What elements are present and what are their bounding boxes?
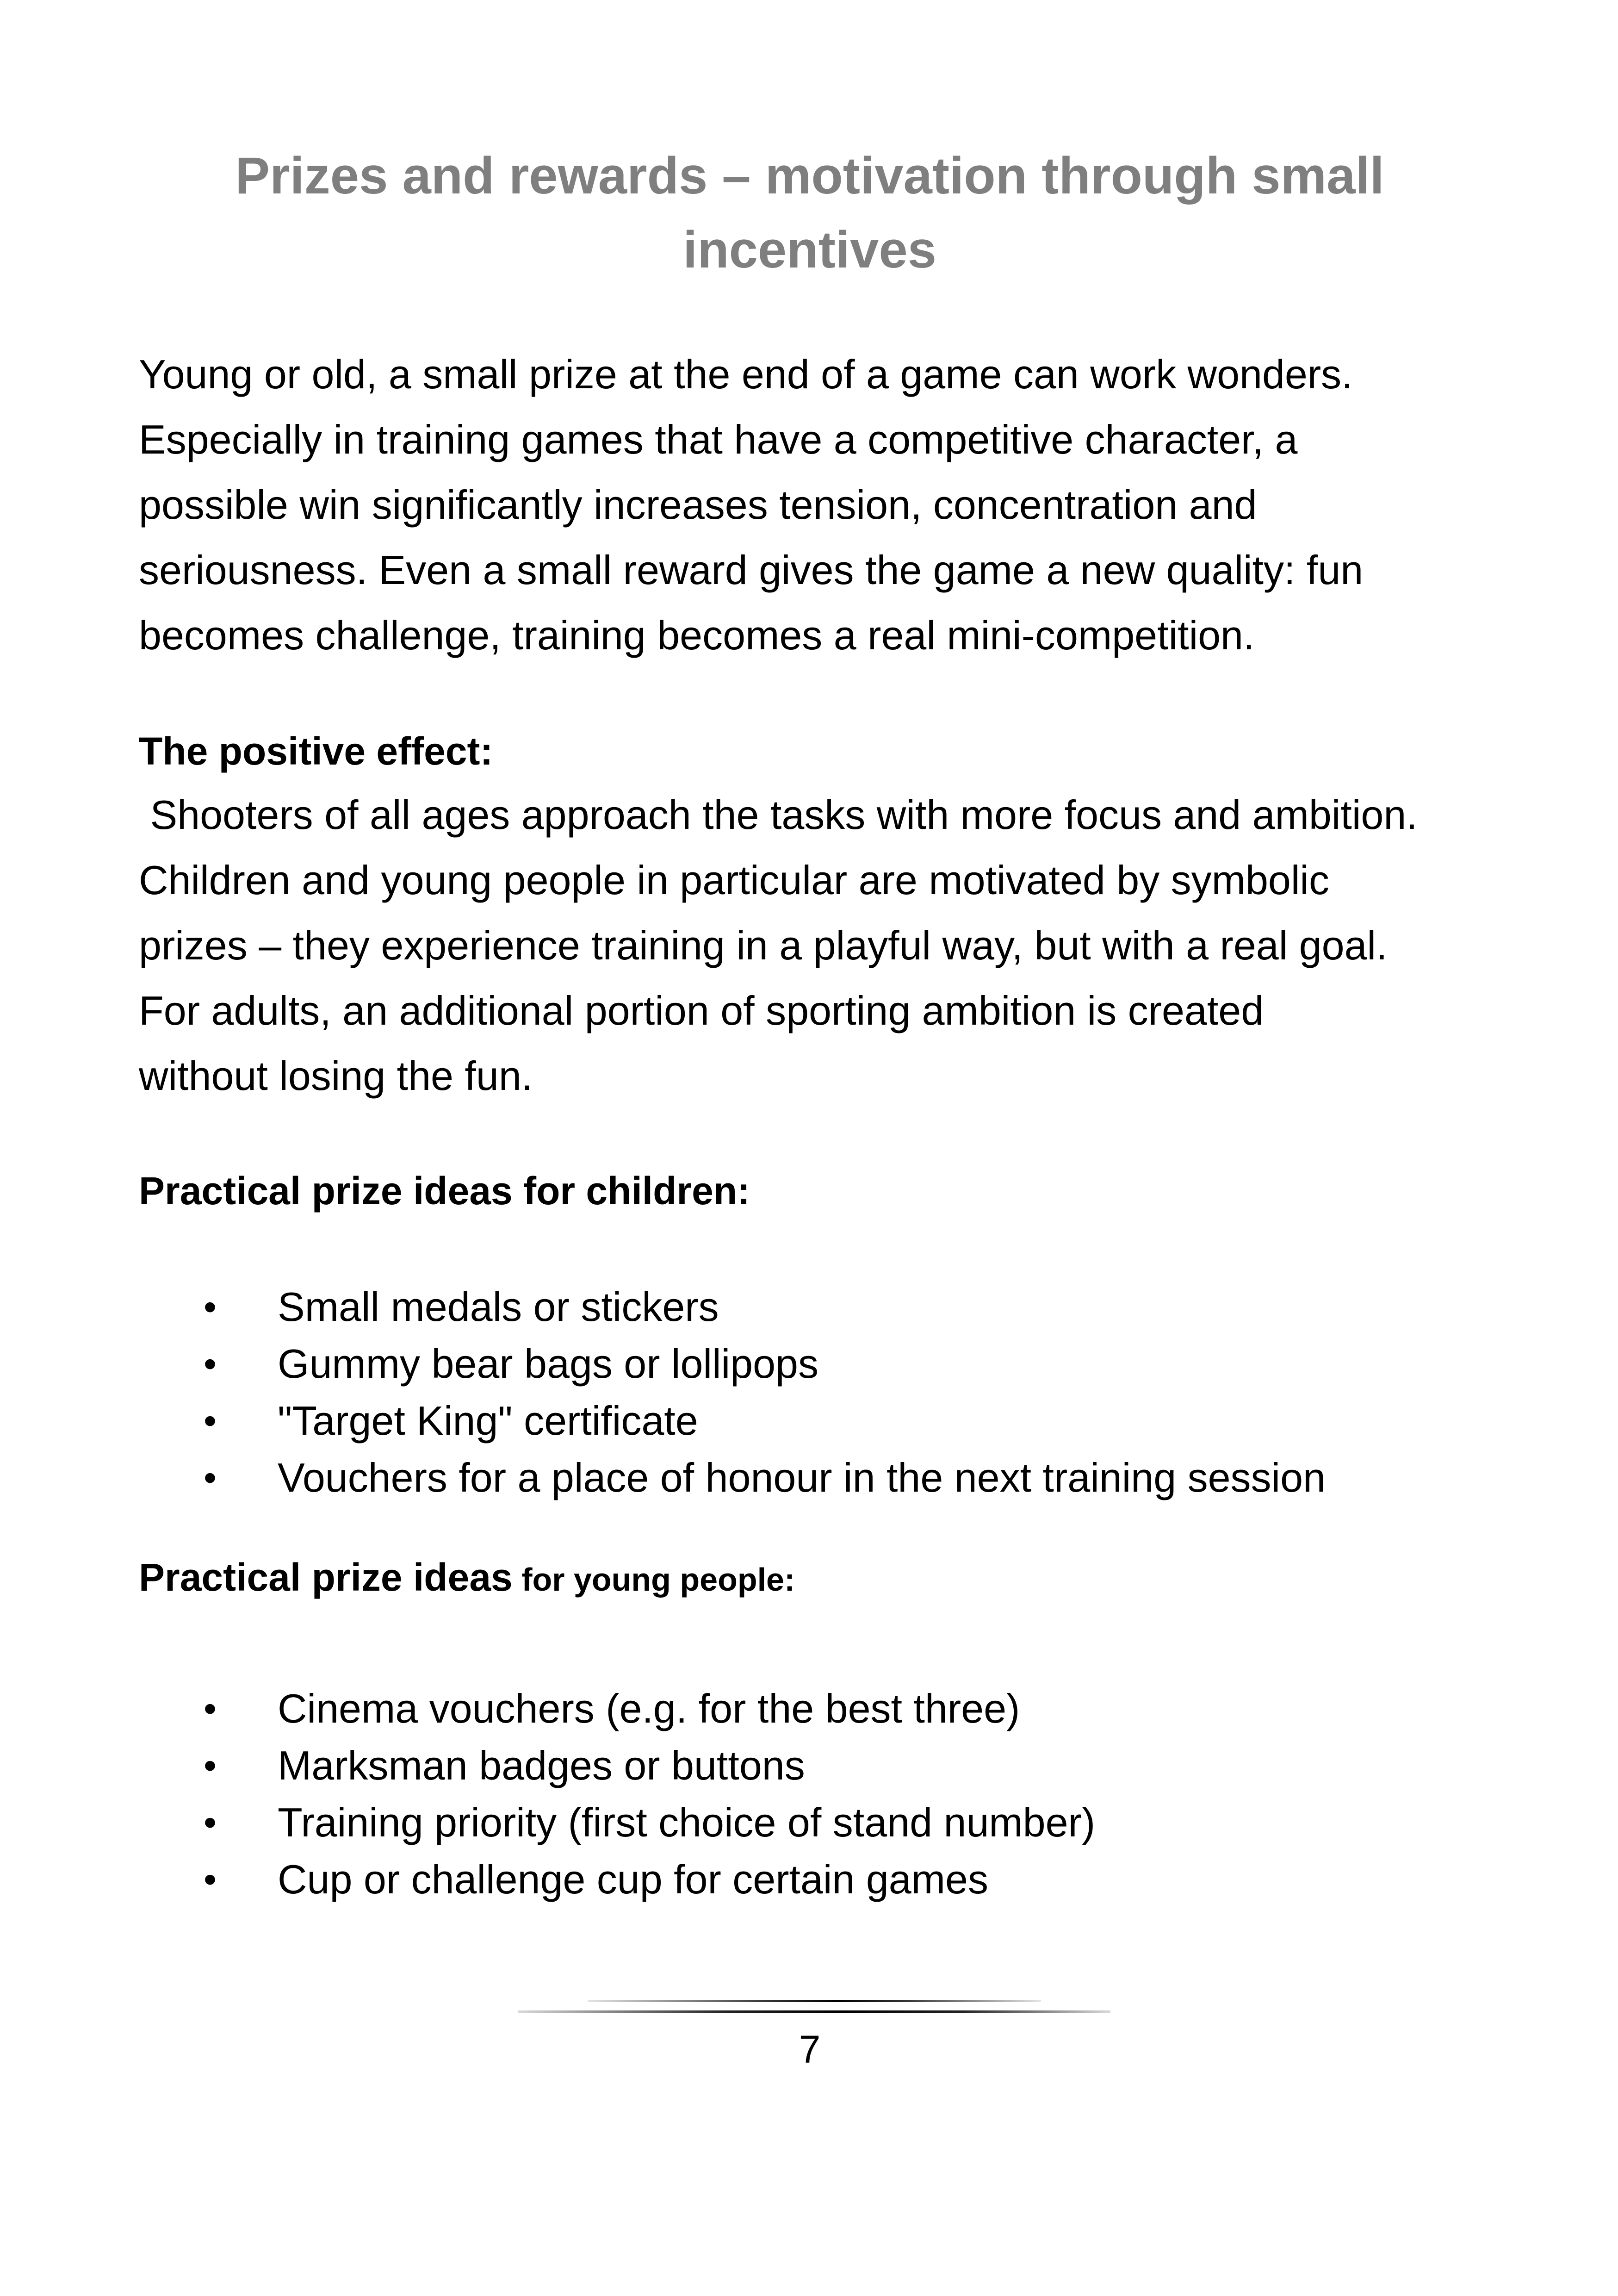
bullet-icon: • <box>204 1802 217 1843</box>
list-item-text: Vouchers for a place of honour in the next training session <box>278 1455 1326 1500</box>
intro-line: Especially in training games that have a competitive character, a <box>139 417 1298 462</box>
bullet-icon: • <box>204 1343 217 1384</box>
positive-effect-paragraph <box>139 782 1504 1108</box>
list-item-text: Training priority (first choice of stand number) <box>278 1799 1096 1845</box>
list-item-text: Small medals or stickers <box>278 1284 719 1330</box>
bullet-icon: • <box>204 1688 217 1729</box>
bullet-icon: • <box>204 1745 217 1786</box>
page-title-line-1: Prizes and rewards – motivation through small <box>235 147 1384 205</box>
intro-line: seriousness. Even a small reward gives the game a new quality: fun <box>139 547 1364 593</box>
footer-divider-line-bottom <box>518 2010 1110 2013</box>
list-item-text: Gummy bear bags or lollipops <box>278 1341 818 1387</box>
bullet-icon: • <box>204 1859 217 1900</box>
bullet-icon: • <box>204 1286 217 1327</box>
positive-effect-line: without losing the fun. <box>139 1053 533 1099</box>
intro-line: becomes challenge, training becomes a real mini-competition. <box>139 612 1255 658</box>
page-title-line-2: incentives <box>683 221 936 279</box>
positive-effect-line: Children and young people in particular are motivated by symbolic <box>139 857 1329 903</box>
bullet-icon: • <box>204 1457 217 1498</box>
positive-effect-heading: The positive effect: <box>139 729 493 773</box>
bullet-icon: • <box>204 1400 217 1441</box>
intro-line: possible win significantly increases tension, concentration and <box>139 482 1257 528</box>
page-number: 7 <box>799 2028 821 2071</box>
children-prizes-heading: Practical prize ideas for children: <box>139 1169 750 1213</box>
young-people-prizes-heading <box>139 1555 795 1600</box>
intro-paragraph <box>139 342 1504 668</box>
footer-divider-line-top <box>588 2000 1041 2002</box>
list-item-text: Cup or challenge cup for certain games <box>278 1856 988 1902</box>
positive-effect-line: Shooters of all ages approach the tasks with more focus and ambition. <box>139 792 1418 838</box>
young-people-heading-small: for young people: <box>512 1562 795 1598</box>
young-people-heading-main: Practical prize ideas <box>139 1556 513 1599</box>
intro-line: Young or old, a small prize at the end of a game can work wonders. <box>139 351 1353 397</box>
list-item-text: Cinema vouchers (e.g. for the best three) <box>278 1686 1020 1731</box>
list-item-text: Marksman badges or buttons <box>278 1742 805 1788</box>
positive-effect-line: For adults, an additional portion of sporting ambition is created <box>139 988 1264 1033</box>
list-item-text: "Target King" certificate <box>278 1398 698 1444</box>
page-title <box>139 139 1481 287</box>
positive-effect-line: prizes – they experience training in a playful way, but with a real goal. <box>139 922 1388 968</box>
